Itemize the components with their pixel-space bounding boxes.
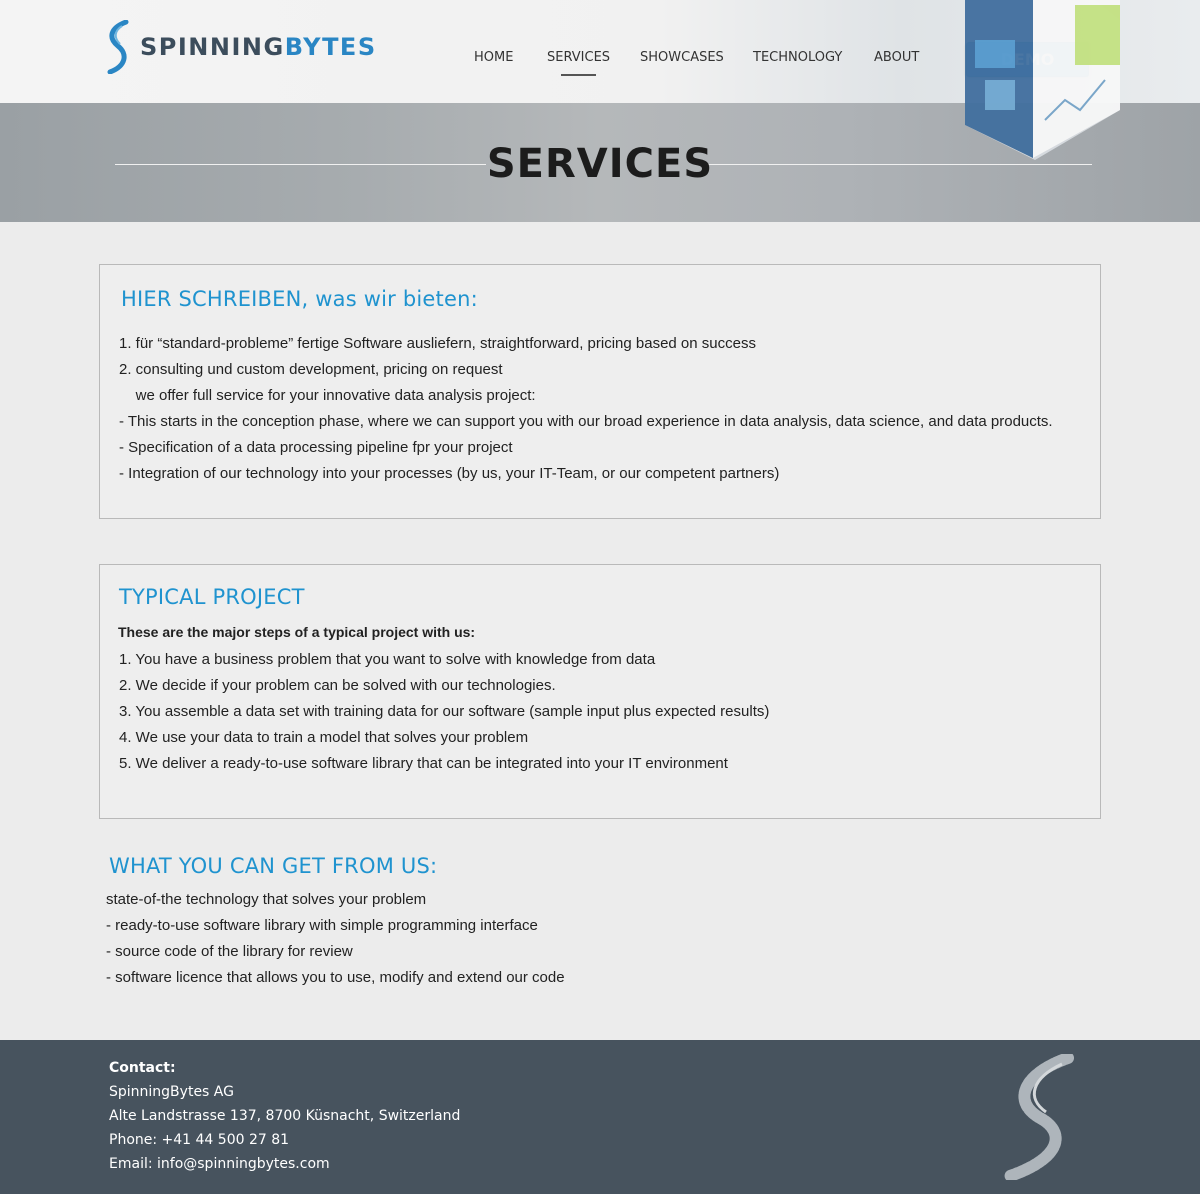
list-item: 3. You assemble a data set with training data for our software (sample input plus expected results) [119, 703, 770, 720]
list-item: 2. consulting und custom development, pricing on request [119, 361, 503, 378]
company-address: Alte Landstrasse 137, 8700 Küsnacht, Switzerland [109, 1108, 461, 1124]
list-item: state-of-the technology that solves your problem [106, 891, 427, 908]
company-email[interactable]: Email: info@spinningbytes.com [109, 1156, 330, 1172]
company-phone: Phone: +41 44 500 27 81 [109, 1132, 290, 1148]
offer-section-title: HIER SCHREIBEN, was wir bieten: [121, 287, 478, 311]
nav-services[interactable]: SERVICES [547, 50, 611, 65]
list-item: 1. für “standard-probleme” fertige Software ausliefern, straightforward, pricing based on success [119, 335, 756, 352]
list-item: - This starts in the conception phase, where we can support you with our broad experience in data analysis, data science, and data products. [119, 413, 1053, 430]
list-item: - Specification of a data processing pipeline fpr your project [119, 439, 513, 456]
list-item: we offer full service for your innovative data analysis project: [119, 387, 536, 404]
typical-project-section [99, 564, 1101, 819]
nav-about[interactable]: ABOUT [874, 50, 920, 65]
list-item: 2. We decide if your problem can be solved with our technologies. [119, 677, 556, 694]
company-name: SpinningBytes AG [109, 1084, 234, 1100]
list-item: - software licence that allows you to use, modify and extend our code [106, 969, 565, 986]
list-item: 4. We use your data to train a model that solves your problem [119, 729, 529, 746]
offer-section [99, 264, 1101, 519]
benefits-list [106, 887, 1006, 991]
nav-home[interactable]: HOME [474, 50, 514, 65]
typical-project-intro: These are the major steps of a typical project with us: [118, 624, 476, 640]
list-item: - source code of the library for review [106, 943, 353, 960]
site-footer [0, 1040, 1200, 1194]
benefits-title: WHAT YOU CAN GET FROM US: [109, 854, 438, 878]
nav-showcases[interactable]: SHOWCASES [640, 50, 724, 65]
project-steps-list [119, 647, 769, 777]
list-item: - ready-to-use software library with simple programming interface [106, 917, 538, 934]
footer-logo-icon [1002, 1054, 1074, 1180]
nav-technology[interactable]: TECHNOLOGY [753, 50, 843, 65]
list-item: 5. We deliver a ready-to-use software library that can be integrated into your IT environment [119, 755, 728, 772]
page-title: SERVICES [486, 141, 714, 187]
offer-list [119, 331, 1053, 487]
logo-text-spinning: SPINNING [140, 33, 285, 61]
contact-label: Contact: [109, 1060, 176, 1076]
decorative-cube-graphic [905, 0, 1135, 160]
logo[interactable] [104, 20, 377, 74]
list-item: 1. You have a business problem that you want to solve with knowledge from data [119, 651, 656, 668]
benefits-section [106, 854, 1006, 991]
logo-s-icon [104, 20, 132, 74]
typical-project-title: TYPICAL PROJECT [119, 585, 305, 609]
list-item: - Integration of our technology into your processes (by us, your IT-Team, or our competent partners) [119, 465, 780, 482]
logo-text-bytes: BYTES [284, 33, 377, 61]
